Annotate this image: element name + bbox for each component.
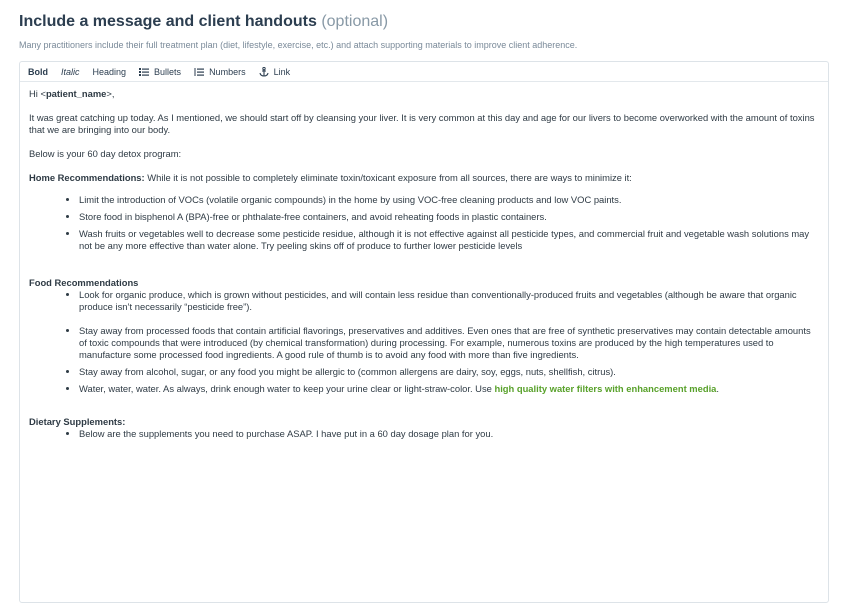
list-item: • Limit the introduction of VOCs (volatile organic compounds) in the home by using VOC-free cleaning products and low VOC paints. — [79, 194, 819, 206]
section-title — [19, 12, 829, 32]
numbered-list-icon — [194, 68, 204, 76]
title-text: Include a message and client handouts — [19, 13, 317, 30]
section-header — [19, 12, 829, 51]
intro-paragraph: It was great catching up today. As I mentioned, we should start off by cleansing your liver. It is very common at this day and age for our livers to become overworked with the amount of toxins that we are bringing into our body. — [29, 112, 815, 135]
water-end: . — [716, 383, 719, 394]
water-text: Water, water, water. As always, drink enough water to keep your urine clear or light-straw-color. Use — [79, 383, 495, 394]
numbers-label: Numbers — [209, 66, 246, 77]
bullets-button[interactable] — [139, 67, 181, 77]
list-item: • Look for organic produce, which is grown without pesticides, and will contain less residue than conventionally-produced fruits and vegetables (although be aware that organic produce isn’t necessarily “pesticide free”). — [79, 289, 819, 313]
greeting-prefix: Hi < — [29, 88, 46, 99]
editor-toolbar — [20, 62, 828, 82]
supplements-list — [29, 428, 819, 440]
greeting — [29, 88, 819, 100]
home-heading: Home Recommendations: — [29, 172, 145, 183]
italic-button[interactable]: Italic — [61, 66, 80, 77]
editor-content[interactable] — [20, 82, 828, 451]
message-editor — [19, 61, 829, 603]
bullet-list-icon — [139, 68, 149, 76]
heading-button[interactable]: Heading — [92, 66, 127, 77]
bold-button[interactable]: Bold — [28, 66, 48, 77]
home-paragraph — [29, 172, 819, 184]
list-item: • Below are the supplements you need to purchase ASAP. I have put in a 60 day dosage plan for you. — [79, 428, 819, 440]
list-item: • Store food in bisphenol A (BPA)-free or phthalate-free containers, and avoid reheating foods in plastic containers. — [79, 211, 819, 223]
water-filter-link[interactable]: high quality water filters with enhancement media — [494, 383, 717, 394]
program-line: Below is your 60 day detox program: — [29, 148, 182, 159]
section-subtitle: Many practitioners include their full treatment plan (diet, lifestyle, exercise, etc.) and attach supporting materials to improve client adherence. — [19, 40, 578, 50]
list-item: • Stay away from processed foods that contain artificial flavorings, preservatives and additives. Even ones that are free of synthetic preservatives may contain detectable amounts of toxic compounds that were introduced (by chemical transformation) during processing. For example, numerous toxins are produced by the high temperatures used to manufacture some processed food ingredients. A good rule of thumb is to avoid any food with more than five ingredients. — [79, 325, 819, 361]
numbers-button[interactable] — [194, 67, 246, 77]
link-label: Link — [273, 66, 291, 77]
optional-label: (optional) — [321, 13, 389, 30]
anchor-icon — [259, 67, 269, 77]
list-item: • Wash fruits or vegetables well to decrease some pesticide residue, although it is not effective against all pesticide types, and commercial fruit and vegetable wash solutions may not be any more effective than water alone. Try peeling skins off of produce to further lower pesticide levels — [79, 228, 819, 252]
food-heading: Food Recommendations — [29, 277, 139, 288]
bullets-label: Bullets — [154, 66, 182, 77]
food-list — [29, 289, 819, 395]
link-button[interactable] — [259, 67, 291, 77]
list-item: • Stay away from alcohol, sugar, or any food you might be allergic to (common allergens are dairy, soy, eggs, nuts, shellfish, citrus). — [79, 366, 819, 378]
greeting-suffix: >, — [106, 88, 115, 99]
list-item — [79, 383, 819, 395]
home-text: While it is not possible to completely eliminate toxin/toxicant exposure from all sources, there are ways to minimize it: — [144, 172, 632, 183]
supplements-heading: Dietary Supplements: — [29, 416, 126, 427]
home-list — [29, 194, 819, 252]
patient-name-placeholder: patient_name — [45, 88, 107, 99]
